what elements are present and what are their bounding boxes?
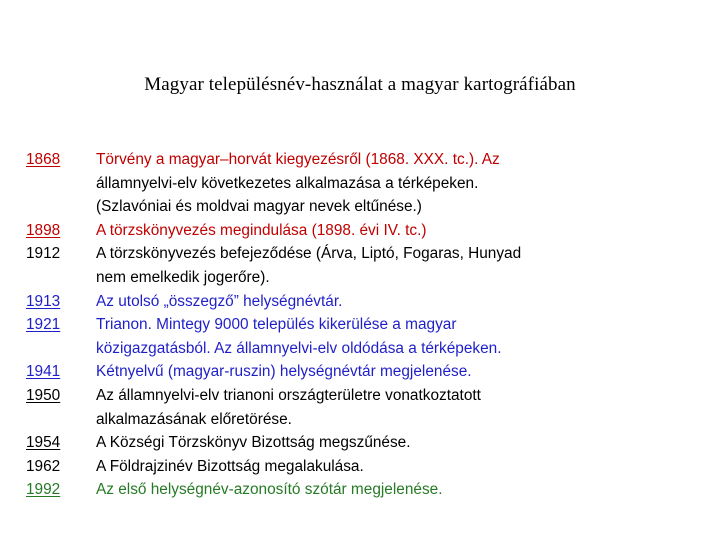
- timeline-text: A törzskönyvezés megindulása (1898. évi IV. tc.): [96, 221, 427, 239]
- timeline-year: 1868: [26, 151, 61, 168]
- timeline-year: 1941: [26, 363, 61, 381]
- timeline-year: 1912: [26, 245, 61, 263]
- timeline-text: Az első helységnév-azonosító szótár megjelenése.: [96, 481, 443, 499]
- timeline-text: alkalmazásának előretörése.: [96, 410, 292, 428]
- timeline-row: [26, 384, 706, 408]
- timeline-row: [26, 455, 706, 479]
- timeline-row: [26, 408, 706, 432]
- page-title: Magyar településnév-használat a magyar kartográfiában: [144, 74, 576, 95]
- timeline-text: Az államnyelvi-elv trianoni országterületre vonatkoztatott: [96, 386, 481, 404]
- timeline-year: [26, 195, 96, 219]
- timeline-year: 1898: [26, 221, 61, 239]
- timeline-row: [26, 219, 706, 243]
- timeline-text: Kétnyelvű (magyar-ruszin) helységnévtár megjelenése.: [96, 363, 472, 381]
- timeline-text: Trianon. Mintegy 9000 település kikerülése a magyar: [96, 316, 457, 334]
- timeline-year: 1954: [26, 434, 61, 452]
- timeline-text: államnyelvi-elv következetes alkalmazása a térképeken.: [96, 174, 479, 192]
- timeline-row: [26, 290, 706, 314]
- timeline-row: [26, 172, 706, 196]
- timeline-row: [26, 478, 706, 502]
- timeline-year: [26, 337, 96, 361]
- timeline-year: [26, 266, 96, 290]
- timeline-year: 1992: [26, 481, 61, 499]
- timeline-text: Az utolsó „összegző” helységnévtár.: [96, 292, 343, 310]
- timeline-row: [26, 242, 706, 266]
- timeline-row: [26, 266, 706, 290]
- timeline-row: [26, 313, 706, 337]
- timeline-text: nem emelkedik jogerőre).: [96, 268, 270, 286]
- timeline-text: A Földrajzinév Bizottság megalakulása.: [96, 457, 364, 475]
- timeline-row: [26, 337, 706, 361]
- timeline-year: 1950: [26, 386, 61, 404]
- timeline-text: Törvény a magyar–horvát kiegyezésről (1868. XXX. tc.). Az: [96, 151, 500, 168]
- timeline-year: 1921: [26, 316, 61, 334]
- timeline-text: A törzskönyvezés befejeződése (Árva, Liptó, Fogaras, Hunyad: [96, 245, 522, 263]
- timeline-text: (Szlavóniai és moldvai magyar nevek eltűnése.): [96, 198, 422, 216]
- timeline-year: 1913: [26, 292, 61, 310]
- timeline-text: A Községi Törzskönyv Bizottság megszűnése.: [96, 434, 411, 452]
- timeline-row: [26, 360, 706, 384]
- timeline-row: [26, 431, 706, 455]
- timeline-year: [26, 408, 96, 432]
- timeline-year: [26, 172, 96, 196]
- timeline-row: [26, 195, 706, 219]
- timeline-text: közigazgatásból. Az államnyelvi-elv oldódása a térképeken.: [96, 339, 502, 357]
- timeline-list: [26, 148, 706, 502]
- timeline-year: 1962: [26, 457, 61, 475]
- timeline-row: [26, 148, 706, 172]
